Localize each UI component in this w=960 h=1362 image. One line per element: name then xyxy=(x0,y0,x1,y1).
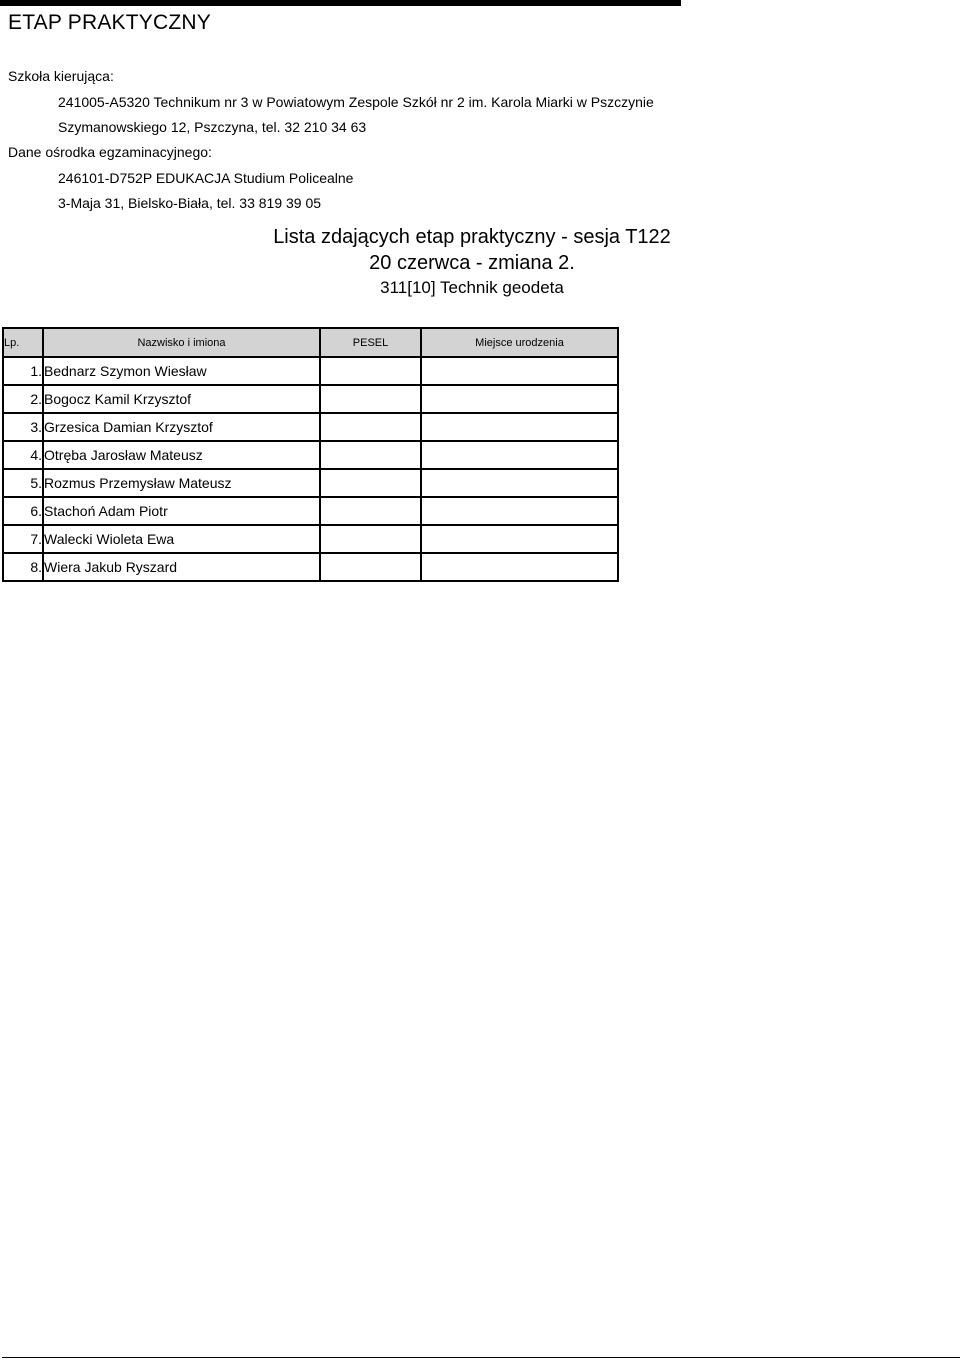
birthplace-cell xyxy=(421,385,618,413)
table-row xyxy=(3,553,618,581)
header-lp: Lp. xyxy=(3,328,43,357)
table-row xyxy=(3,497,618,525)
row-number: 8. xyxy=(3,553,43,581)
page-title: ETAP PRAKTYCZNY xyxy=(8,11,211,34)
table-header-row xyxy=(3,328,618,357)
birthplace-cell xyxy=(421,441,618,469)
pesel-cell xyxy=(320,497,421,525)
candidate-name: Grzesica Damian Krzysztof xyxy=(43,413,320,441)
pesel-cell xyxy=(320,385,421,413)
row-number: 3. xyxy=(3,413,43,441)
pesel-cell xyxy=(320,525,421,553)
exam-center-address: 3-Maja 31, Bielsko-Biała, tel. 33 819 39 05 xyxy=(58,195,322,211)
row-number: 1. xyxy=(3,357,43,385)
bottom-rule xyxy=(2,1357,960,1358)
pesel-cell xyxy=(320,469,421,497)
pesel-cell xyxy=(320,413,421,441)
birthplace-cell xyxy=(421,469,618,497)
candidate-name: Stachoń Adam Piotr xyxy=(43,497,320,525)
candidate-name: Wiera Jakub Ryszard xyxy=(43,553,320,581)
table-body xyxy=(3,357,618,581)
candidate-name: Bogocz Kamil Krzysztof xyxy=(43,385,320,413)
list-date: 20 czerwca - zmiana 2. xyxy=(369,252,575,274)
row-number: 6. xyxy=(3,497,43,525)
birthplace-cell xyxy=(421,553,618,581)
birthplace-cell xyxy=(421,497,618,525)
header-birthplace: Miejsce urodzenia xyxy=(421,328,618,357)
top-rule xyxy=(0,0,681,6)
candidates-table xyxy=(2,327,619,582)
table-row xyxy=(3,525,618,553)
table-row xyxy=(3,413,618,441)
birthplace-cell xyxy=(421,357,618,385)
school-label: Szkoła kierująca: xyxy=(8,68,114,84)
candidate-name: Walecki Wioleta Ewa xyxy=(43,525,320,553)
school-address: Szymanowskiego 12, Pszczyna, tel. 32 210 34 63 xyxy=(58,119,367,135)
birthplace-cell xyxy=(421,525,618,553)
table-row xyxy=(3,469,618,497)
list-profession: 311[10] Technik geodeta xyxy=(380,278,564,297)
pesel-cell xyxy=(320,553,421,581)
row-number: 2. xyxy=(3,385,43,413)
row-number: 4. xyxy=(3,441,43,469)
exam-center-label: Dane ośrodka egzaminacyjnego: xyxy=(8,144,212,160)
birthplace-cell xyxy=(421,413,618,441)
pesel-cell xyxy=(320,357,421,385)
table-row xyxy=(3,385,618,413)
candidate-name: Rozmus Przemysław Mateusz xyxy=(43,469,320,497)
candidate-name: Otręba Jarosław Mateusz xyxy=(43,441,320,469)
header-name: Nazwisko i imiona xyxy=(43,328,320,357)
list-title: Lista zdających etap praktyczny - sesja T122 xyxy=(273,226,671,248)
row-number: 7. xyxy=(3,525,43,553)
exam-center-name: 246101-D752P EDUKACJA Studium Policealne xyxy=(58,170,354,186)
candidate-name: Bednarz Szymon Wiesław xyxy=(43,357,320,385)
header-pesel: PESEL xyxy=(320,328,421,357)
row-number: 5. xyxy=(3,469,43,497)
table-row xyxy=(3,441,618,469)
school-name: 241005-A5320 Technikum nr 3 w Powiatowym Zespole Szkół nr 2 im. Karola Miarki w Pszczynie xyxy=(58,94,654,110)
pesel-cell xyxy=(320,441,421,469)
table-row xyxy=(3,357,618,385)
